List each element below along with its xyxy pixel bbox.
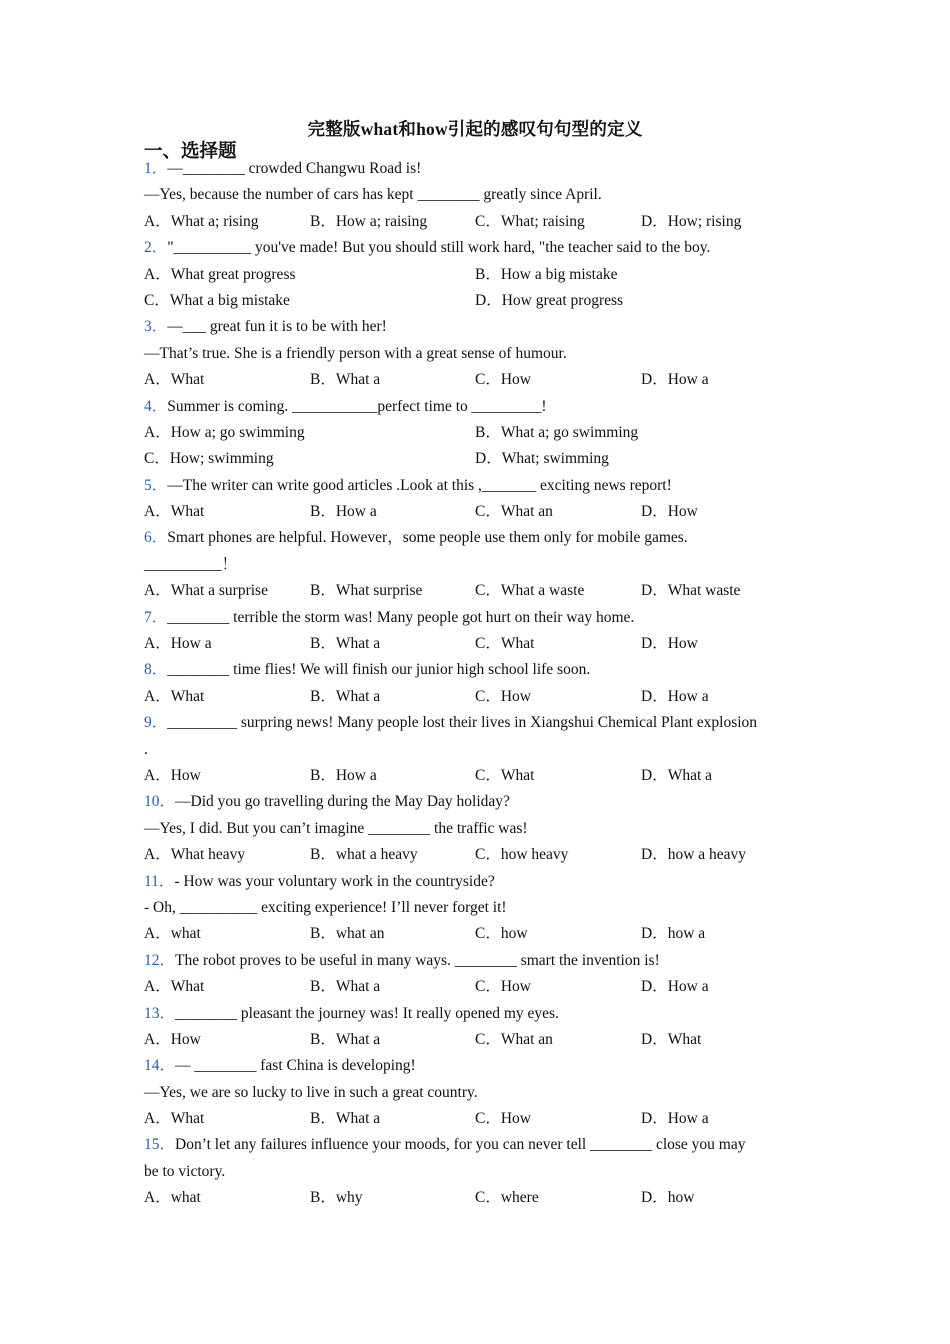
answer-option[interactable]: B．What a; go swimming bbox=[475, 423, 639, 441]
answer-option[interactable]: A．How a; go swimming bbox=[144, 423, 305, 441]
question-text: ________ time flies! We will finish our junior high school life soon. bbox=[167, 661, 591, 679]
question-line bbox=[144, 1080, 824, 1106]
question-list bbox=[144, 156, 824, 1212]
answer-option[interactable]: A．What bbox=[144, 978, 205, 996]
question-text: —Did you go travelling during the May Day holiday? bbox=[175, 793, 510, 811]
question-3 bbox=[144, 314, 824, 393]
question-text: __________！ bbox=[144, 555, 238, 573]
options-row bbox=[144, 921, 824, 947]
question-10 bbox=[144, 789, 824, 868]
answer-option[interactable]: B．what an bbox=[310, 925, 385, 943]
answer-option[interactable]: A．What bbox=[144, 503, 205, 521]
question-stem bbox=[144, 525, 824, 551]
answer-option[interactable]: A．How a bbox=[144, 635, 212, 653]
options-row bbox=[144, 420, 824, 446]
options-row bbox=[144, 209, 824, 235]
question-text: Summer is coming. ___________perfect time to _________! bbox=[167, 397, 547, 415]
question-number: 4． bbox=[144, 397, 168, 415]
answer-option[interactable]: C．How bbox=[475, 687, 531, 705]
question-line bbox=[144, 1159, 824, 1185]
answer-option[interactable]: A．What a; rising bbox=[144, 212, 259, 230]
question-number: 2． bbox=[144, 239, 168, 257]
question-stem bbox=[144, 1132, 824, 1158]
question-number: 6． bbox=[144, 529, 168, 547]
question-stem bbox=[144, 314, 824, 340]
answer-option[interactable]: C．How bbox=[475, 1110, 531, 1128]
answer-option[interactable]: D．What bbox=[641, 1030, 702, 1048]
answer-option[interactable]: C．how heavy bbox=[475, 846, 569, 864]
answer-option[interactable]: D．How bbox=[641, 635, 698, 653]
answer-option[interactable]: B．What a bbox=[310, 687, 381, 705]
question-text: "__________ you've made! But you should still work hard, "the teacher said to the boy. bbox=[167, 239, 711, 257]
answer-option[interactable]: D．How a bbox=[641, 978, 709, 996]
options-row bbox=[144, 842, 824, 868]
question-text: - How was your voluntary work in the countryside? bbox=[174, 872, 495, 890]
options-row bbox=[144, 974, 824, 1000]
answer-option[interactable]: D．How; rising bbox=[641, 212, 742, 230]
answer-option[interactable]: A．How bbox=[144, 1030, 201, 1048]
question-number: 10． bbox=[144, 793, 176, 811]
answer-option[interactable]: B．what a heavy bbox=[310, 846, 418, 864]
question-text: —The writer can write good articles .Look at this ,_______ exciting news report! bbox=[167, 476, 672, 494]
options-row bbox=[144, 446, 824, 472]
options-row bbox=[144, 499, 824, 525]
answer-option[interactable]: B．How a bbox=[310, 766, 377, 784]
question-2 bbox=[144, 235, 824, 314]
question-text: ________ terrible the storm was! Many people got hurt on their way home. bbox=[167, 608, 635, 626]
answer-option[interactable]: D．How a bbox=[641, 687, 709, 705]
question-13 bbox=[144, 1001, 824, 1054]
question-number: 13． bbox=[144, 1004, 176, 1022]
answer-option[interactable]: A．What heavy bbox=[144, 846, 246, 864]
question-number: 3． bbox=[144, 318, 168, 336]
answer-option[interactable]: B．What a bbox=[310, 635, 381, 653]
answer-option[interactable]: C．What a big mistake bbox=[144, 291, 290, 309]
answer-option[interactable]: C．How bbox=[475, 371, 531, 389]
question-6 bbox=[144, 525, 824, 604]
question-text: The robot proves to be useful in many ways. ________ smart the invention is! bbox=[175, 951, 660, 969]
question-text: . bbox=[144, 740, 148, 758]
answer-option[interactable]: D．What a bbox=[641, 766, 713, 784]
question-number: 15． bbox=[144, 1136, 176, 1154]
question-line bbox=[144, 552, 824, 578]
question-text: - Oh, __________ exciting experience! I’ll never forget it! bbox=[144, 898, 507, 916]
answer-option[interactable]: B．How a big mistake bbox=[475, 265, 618, 283]
question-15 bbox=[144, 1132, 824, 1211]
question-number: 1． bbox=[144, 160, 168, 177]
question-8 bbox=[144, 657, 824, 710]
answer-option[interactable]: B．What a bbox=[310, 978, 381, 996]
question-line bbox=[144, 341, 824, 367]
options-row bbox=[144, 262, 824, 288]
answer-option[interactable]: D．how a bbox=[641, 925, 706, 943]
options-row bbox=[144, 367, 824, 393]
question-line bbox=[144, 816, 824, 842]
options-row bbox=[144, 631, 824, 657]
question-text: —Yes, because the number of cars has kept ________ greatly since April. bbox=[144, 186, 602, 204]
question-text: Smart phones are helpful. However，some people use them only for mobile games. bbox=[167, 529, 688, 547]
question-text: Don’t let any failures influence your moods, for you can never tell ________ close you may bbox=[175, 1136, 746, 1154]
question-stem bbox=[144, 1001, 824, 1027]
question-line bbox=[144, 895, 824, 921]
question-text: be to victory. bbox=[144, 1162, 226, 1180]
question-stem bbox=[144, 235, 824, 261]
answer-option[interactable]: A．What bbox=[144, 1110, 205, 1128]
question-text: —Yes, I did. But you can’t imagine ________ the traffic was! bbox=[144, 819, 528, 837]
answer-option[interactable]: D．how bbox=[641, 1189, 695, 1207]
answer-option[interactable]: A．What bbox=[144, 687, 205, 705]
question-7 bbox=[144, 605, 824, 658]
question-number: 5． bbox=[144, 476, 168, 494]
answer-option[interactable]: B．What a bbox=[310, 371, 381, 389]
question-text: ________ pleasant the journey was! It really opened my eyes. bbox=[175, 1004, 559, 1022]
question-stem bbox=[144, 605, 824, 631]
question-number: 9． bbox=[144, 714, 168, 732]
answer-option[interactable]: D．What; swimming bbox=[475, 450, 609, 468]
question-4 bbox=[144, 394, 824, 473]
question-stem bbox=[144, 473, 824, 499]
answer-option[interactable]: A．What bbox=[144, 371, 205, 389]
answer-option[interactable]: C．How; swimming bbox=[144, 450, 274, 468]
answer-option[interactable]: A．What great progress bbox=[144, 265, 296, 283]
answer-option[interactable]: A．what bbox=[144, 1189, 201, 1207]
question-text: _________ surpring news! Many people lost their lives in Xiangshui Chemical Plant explosion bbox=[167, 714, 758, 732]
question-1 bbox=[144, 156, 824, 235]
answer-option[interactable]: C．What bbox=[475, 766, 535, 784]
answer-option[interactable]: A．What a surprise bbox=[144, 582, 268, 600]
question-line bbox=[144, 182, 824, 208]
options-row bbox=[144, 763, 824, 789]
question-text: —Yes, we are so lucky to live in such a great country. bbox=[144, 1083, 478, 1101]
question-text: — ________ fast China is developing! bbox=[175, 1057, 416, 1075]
answer-option[interactable]: A．How bbox=[144, 766, 201, 784]
answer-option[interactable]: B．why bbox=[310, 1189, 363, 1207]
question-stem bbox=[144, 789, 824, 815]
options-row bbox=[144, 578, 824, 604]
question-stem bbox=[144, 156, 824, 182]
question-stem bbox=[144, 394, 824, 420]
answer-option[interactable]: B．What a bbox=[310, 1110, 381, 1128]
question-text: —________ crowded Changwu Road is! bbox=[167, 160, 422, 177]
answer-option[interactable]: B．How a; raising bbox=[310, 212, 428, 230]
answer-option[interactable]: B．What a bbox=[310, 1030, 381, 1048]
answer-option[interactable]: B．How a bbox=[310, 503, 377, 521]
question-stem bbox=[144, 1053, 824, 1079]
question-stem bbox=[144, 869, 824, 895]
answer-option[interactable]: C．How bbox=[475, 978, 531, 996]
options-row bbox=[144, 1027, 824, 1053]
question-number: 14． bbox=[144, 1057, 176, 1075]
question-number: 7． bbox=[144, 608, 168, 626]
answer-option[interactable]: C．What bbox=[475, 635, 535, 653]
answer-option[interactable]: D．How a bbox=[641, 371, 709, 389]
question-number: 12． bbox=[144, 951, 176, 969]
document-title: 完整版what和how引起的感叹句句型的定义 bbox=[307, 119, 643, 139]
question-stem bbox=[144, 948, 824, 974]
answer-option[interactable]: D．How bbox=[641, 503, 698, 521]
section-heading: 一、选择题 bbox=[144, 142, 237, 162]
question-12 bbox=[144, 948, 824, 1001]
question-stem bbox=[144, 657, 824, 683]
answer-option[interactable]: C．What a waste bbox=[475, 582, 585, 600]
answer-option[interactable]: D．How a bbox=[641, 1110, 709, 1128]
answer-option[interactable]: D．How great progress bbox=[475, 291, 624, 309]
answer-option[interactable]: C．What an bbox=[475, 503, 553, 521]
answer-option[interactable]: C．What an bbox=[475, 1030, 553, 1048]
options-row bbox=[144, 1185, 824, 1211]
options-row bbox=[144, 1106, 824, 1132]
question-11 bbox=[144, 869, 824, 948]
options-row bbox=[144, 288, 824, 314]
answer-option[interactable]: C．where bbox=[475, 1189, 539, 1207]
question-number: 8． bbox=[144, 661, 168, 679]
answer-option[interactable]: C．What; raising bbox=[475, 212, 585, 230]
question-14 bbox=[144, 1053, 824, 1132]
question-number: 11． bbox=[144, 872, 175, 890]
question-text: —That’s true. She is a friendly person with a great sense of humour. bbox=[144, 344, 567, 362]
answer-option[interactable]: B．What surprise bbox=[310, 582, 423, 600]
question-line bbox=[144, 737, 824, 763]
answer-option[interactable]: A．what bbox=[144, 925, 201, 943]
answer-option[interactable]: C．how bbox=[475, 925, 528, 943]
question-9 bbox=[144, 710, 824, 789]
question-text: —___ great fun it is to be with her! bbox=[167, 318, 387, 336]
question-stem bbox=[144, 710, 824, 736]
question-5 bbox=[144, 473, 824, 526]
options-row bbox=[144, 684, 824, 710]
answer-option[interactable]: D．What waste bbox=[641, 582, 741, 600]
answer-option[interactable]: D．how a heavy bbox=[641, 846, 747, 864]
